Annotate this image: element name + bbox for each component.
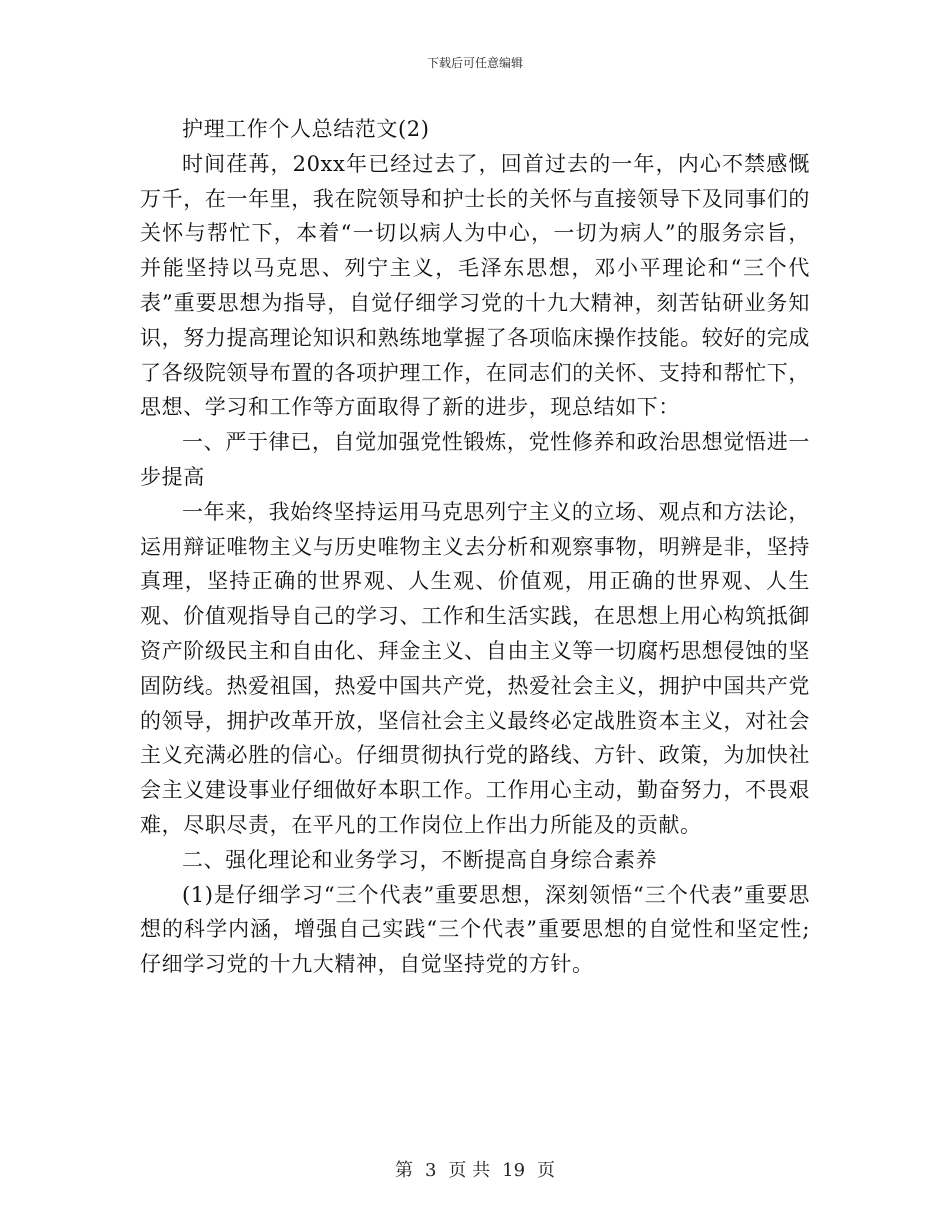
section-heading-2: 二、强化理论和业务学习，不断提高自身综合素养 — [182, 847, 658, 872]
footer-prefix: 第 — [394, 1160, 413, 1181]
footer-suffix: 页 — [537, 1160, 556, 1181]
paragraph-section-1: 一年来，我始终坚持运用马克思列宁主义的立场、观点和方法论，运用辩证唯物主义与历史唯物主义去分析和观察事物，明辨是非，坚持真理，坚持正确的世界观、人生观、价值观，用正确的世界观、人生观、价值观指导自己的学习、工作和生活实践，在思想上用心构筑抵御资产阶级民主和自由化、拜金主义、自由主义等一切腐朽思想侵蚀的坚固防线。热爱祖国，热爱中国共产党，热爱社会主义，拥护中国共产党的领导，拥护改革开放，坚信社会主义最终必定战胜资本主义，对社会主义充满必胜的信心。仔细贯彻执行党的路线、方针、政策，为加快社会主义建设事业仔细做好本职工作。工作用心主动，勤奋努力，不畏艰难，尽职尽责，在平凡的工作岗位上作出力所能及的贡献。 — [140, 499, 810, 837]
page-header: 下载后可任意编辑 — [426, 56, 523, 70]
document-body — [140, 112, 810, 982]
footer-current-page: 3 — [424, 1160, 437, 1181]
footer-total-pages: 19 — [502, 1160, 526, 1181]
footer-middle: 页 共 — [448, 1160, 491, 1181]
paragraph-intro: 时间荏苒，20xx年已经过去了，回首过去的一年，内心不禁感慨万千，在一年里，我在院领导和护士长的关怀与直接领导下及同事们的关怀与帮忙下，本着“一切以病人为中心，一切为病人”的服务宗旨，并能坚持以马克思、列宁主义，毛泽东思想，邓小平理论和“三个代表”重要思想为指导，自觉仔细学习党的十九大精神，刻苦钻研业务知识，努力提高理论知识和熟练地掌握了各项临床操作技能。较好的完成了各级院领导布置的各项护理工作，在同志们的关怀、支持和帮忙下，思想、学习和工作等方面取得了新的进步，现总结如下： — [140, 151, 810, 420]
document-title: 护理工作个人总结范文(2) — [182, 117, 430, 141]
section-heading-1: 一、严于律已，自觉加强党性锻炼，党性修养和政治思想觉悟进一步提高 — [140, 430, 810, 489]
page-footer — [0, 1156, 950, 1182]
paragraph-section-2-item-1: (1)是仔细学习“三个代表”重要思想，深刻领悟“三个代表”重要思想的科学内涵，增强自己实践“三个代表”重要思想的自觉性和坚定性;仔细学习党的十九大精神，自觉坚持党的方针。 — [140, 882, 810, 977]
